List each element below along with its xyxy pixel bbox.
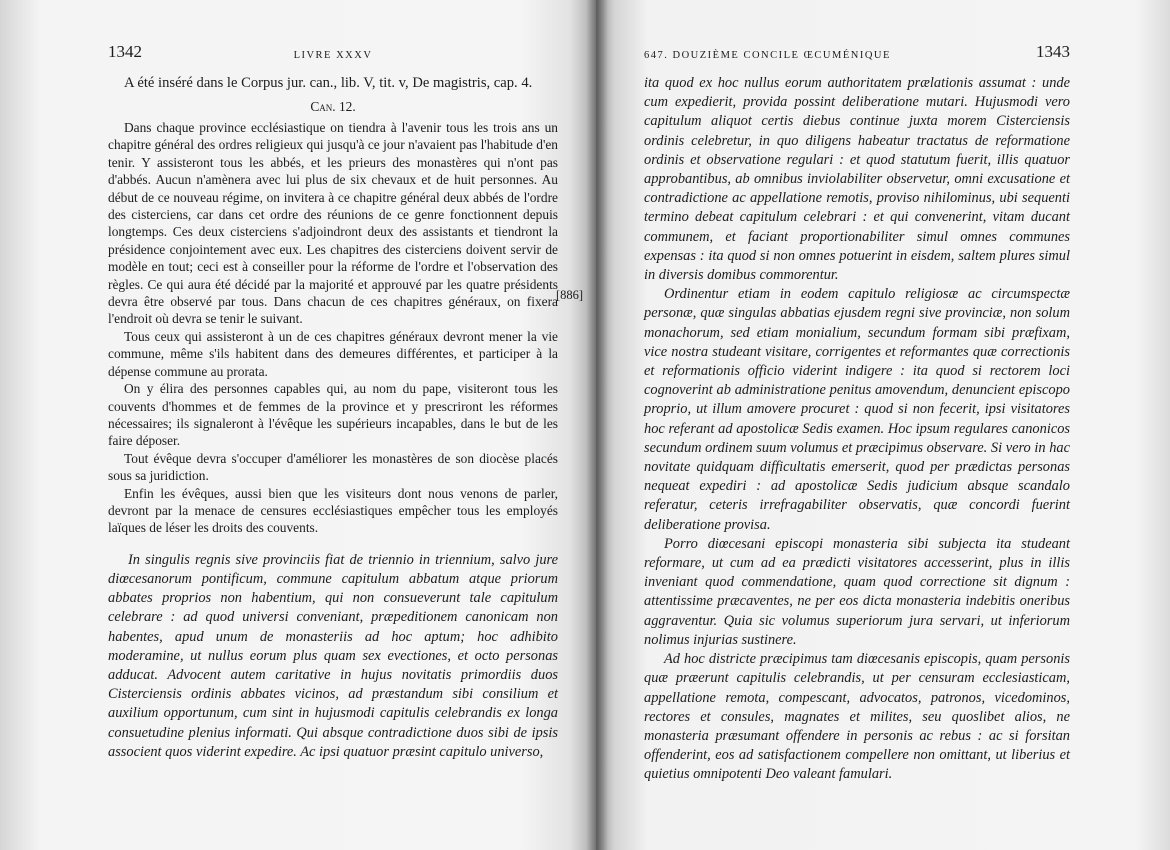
french-paragraph: Tous ceux qui assisteront à un de ces chapitres généraux devront mener la vie commune, même s'ils habitent dans des demeures différentes, et participer à la dépense commune au prorata.	[108, 328, 558, 379]
right-page-header	[644, 40, 1070, 74]
page-number: 1343	[1036, 42, 1070, 61]
margin-reference: [886]	[556, 288, 584, 302]
running-head: LIVRE XXXV	[293, 50, 373, 61]
left-page-header	[108, 40, 558, 74]
french-paragraph: Dans chaque province ecclésiastique on tiendra à l'avenir tous les trois ans un chapitre général des ordres religieux qui jusqu'à ce jour n'avaient pas l'habitude d'en tenir. Y assisteront tous les abbés, et les prieurs des monastères qui n'ont pas d'abbés. Aucun n'amènera avec lui plus de six chevaux et de huit personnes. Au début de ce nouveau régime, on invitera à ce chapitre général deux abbés de l'ordre des cisterciens, car dans cet ordre des réunions de ce genre fonctionnent depuis longtemps. Ces deux cisterciens s'adjoindront deux des assistants et tiendront la présidence conjointement avec eux. Les chapitres des cisterciens doivent servir de modèle en tout; ceci est à conseiller pour la réforme de l'ordre et l'observation des règles. Ce qui aura été décidé par la majorité et approuvé par les quatre présidents devra être observé par tous. Dans chacun de ces chapitres généraux, on fixera l'endroit où devra se tenir le suivant.	[108, 120, 558, 327]
latin-paragraph: Ordinentur etiam in eodem capitulo religiosæ ac circumspectæ personæ, quæ singulas abbatias ejusdem regni sive provinciæ, non solum monachorum, sed etiam monialium, secundum formam sibi præfixam, vice nostra studeant visitare, corrigentes et reformantes quæ correctionis et reformationis officio viderint indigere : ita quod si rectorem loci cognoverint ab administratione penitus amovendum, denuncient episcopo proprio, ut illum amovere procuret : quod si non fecerit, ipsi visitatores hoc referant ad apostolicæ Sedis examen. Hoc ipsum regulares canonicos secundum ordinem suum volumus et præcipimus observare. Si vero in hac novitate quidquam difficultatis emerserit, quod per prædictas personas nequeat expediri : ad apostolicæ Sedis judicium absque scandalo referatur, ceteris irrefragabiliter observatis, quæ concordi fuerint deliberatione provisa.	[644, 286, 1070, 533]
intro-paragraph: A été inséré dans le Corpus jur. can., lib. V, tit. v, De magistris, cap. 4.	[124, 75, 533, 91]
french-paragraph: On y élira des personnes capables qui, au nom du pape, visiteront tous les couvents d'hommes et de femmes de la province et y prescriront les réformes nécessaires; ils signaleront à l'évêque les supérieurs incapables, dans le but de les faire déposer.	[108, 381, 558, 449]
latin-paragraph: Porro diœcesani episcopi monasteria sibi subjecta ita studeant reformare, ut cum ad ea prædicti visitatores accesserint, plus in illis inveniant quod commendatione, quam quod correctione sit dignum : attentissime præcaventes, ne per eos dicta monasteria indebitis oneribus aggraventur. Quia sic volumus superiorum jura servari, ut inferiorum nolimus injurias sustinere.	[644, 535, 1070, 648]
book-gutter-shadow	[586, 0, 608, 850]
running-head: 647. DOUZIÈME CONCILE ŒCUMÉNIQUE	[644, 50, 891, 61]
latin-paragraph: Ad hoc districte præcipimus tam diœcesanis episcopis, quam personis quæ præerunt capitulis celebrandis, ut per censuram ecclesiasticam, appellatione remota, compescant, advocatos, patronos, vicedominos, rectores et consules, magnates et milites, seu quoslibet alios, ne monasteria præsumant offendere in personis ac rebus : ac si forsitan offenderint, eos ad satisfactionem compellere non omittant, ut liberius et quietius omnipotenti Deo valeant famulari.	[644, 651, 1070, 783]
latin-paragraph: ita quod ex hoc nullus eorum authoritatem prælationis assumat : unde cum expedierit, provida possint deliberatione mutari. Hujusmodi vero capitulum aliquot certis diebus continue juxta morem Cisterciensis ordinis celebretur, in quo diligens habeatur tractatus de reformatione ordinis et observatione regulari : et quod statutum fuerit, illis quatuor approbantibus, ab omnibus inviolabiliter observetur, omni excusatione et contradictione ac appellatione remotis, proviso nihilominus, ubi sequenti termino debeat capitulum celebrari : et qui convenerint, vitam ducant communem, et faciant proportionabiliter simul omnes communes expensas : ita quod si non omnes potuerint in eisdem, saltem plures simul in diversis domibus commorentur.	[644, 75, 1070, 284]
french-paragraph: Enfin les évêques, aussi bien que les visiteurs dont nous venons de parler, devront par la menace de censures ecclésiastiques empêcher tous les employés laïques de léser les droits des couvents.	[108, 485, 558, 536]
page-number: 1342	[108, 42, 142, 61]
canon-heading: Can. 12.	[310, 99, 356, 114]
right-page	[596, 0, 1170, 850]
latin-paragraph: In singulis regnis sive provinciis fiat de triennio in triennium, salvo jure diœcesanorum pontificum, commune capitulum abbatum atque priorum abbates proprios non habentium, qui non consueverunt tale capitulum celebrare : ad quod universi conveniant, præpeditionem canonicam non habentes, apud unum de monasteriis ad hoc aptum; hoc adhibito moderamine, ut nullus eorum plus quam sex evectiones, et octo personas adducat. Advocent autem caritative in hujus novitatis primordiis duos Cisterciensis ordinis abbates vicinos, ad præstandum sibi consilium et auxilium opportunum, cum sint in hujusmodi capitulis celebrandis ex longa consuetudine plenius informati. Qui absque contradictione duos sibi de ipsis associent quos viderint expedire. Ac ipsi quatuor præsint capitulo universo,	[108, 551, 558, 760]
french-paragraph: Tout évêque devra s'occuper d'améliorer les monastères de son diocèse placés sous sa juridiction.	[108, 450, 558, 484]
